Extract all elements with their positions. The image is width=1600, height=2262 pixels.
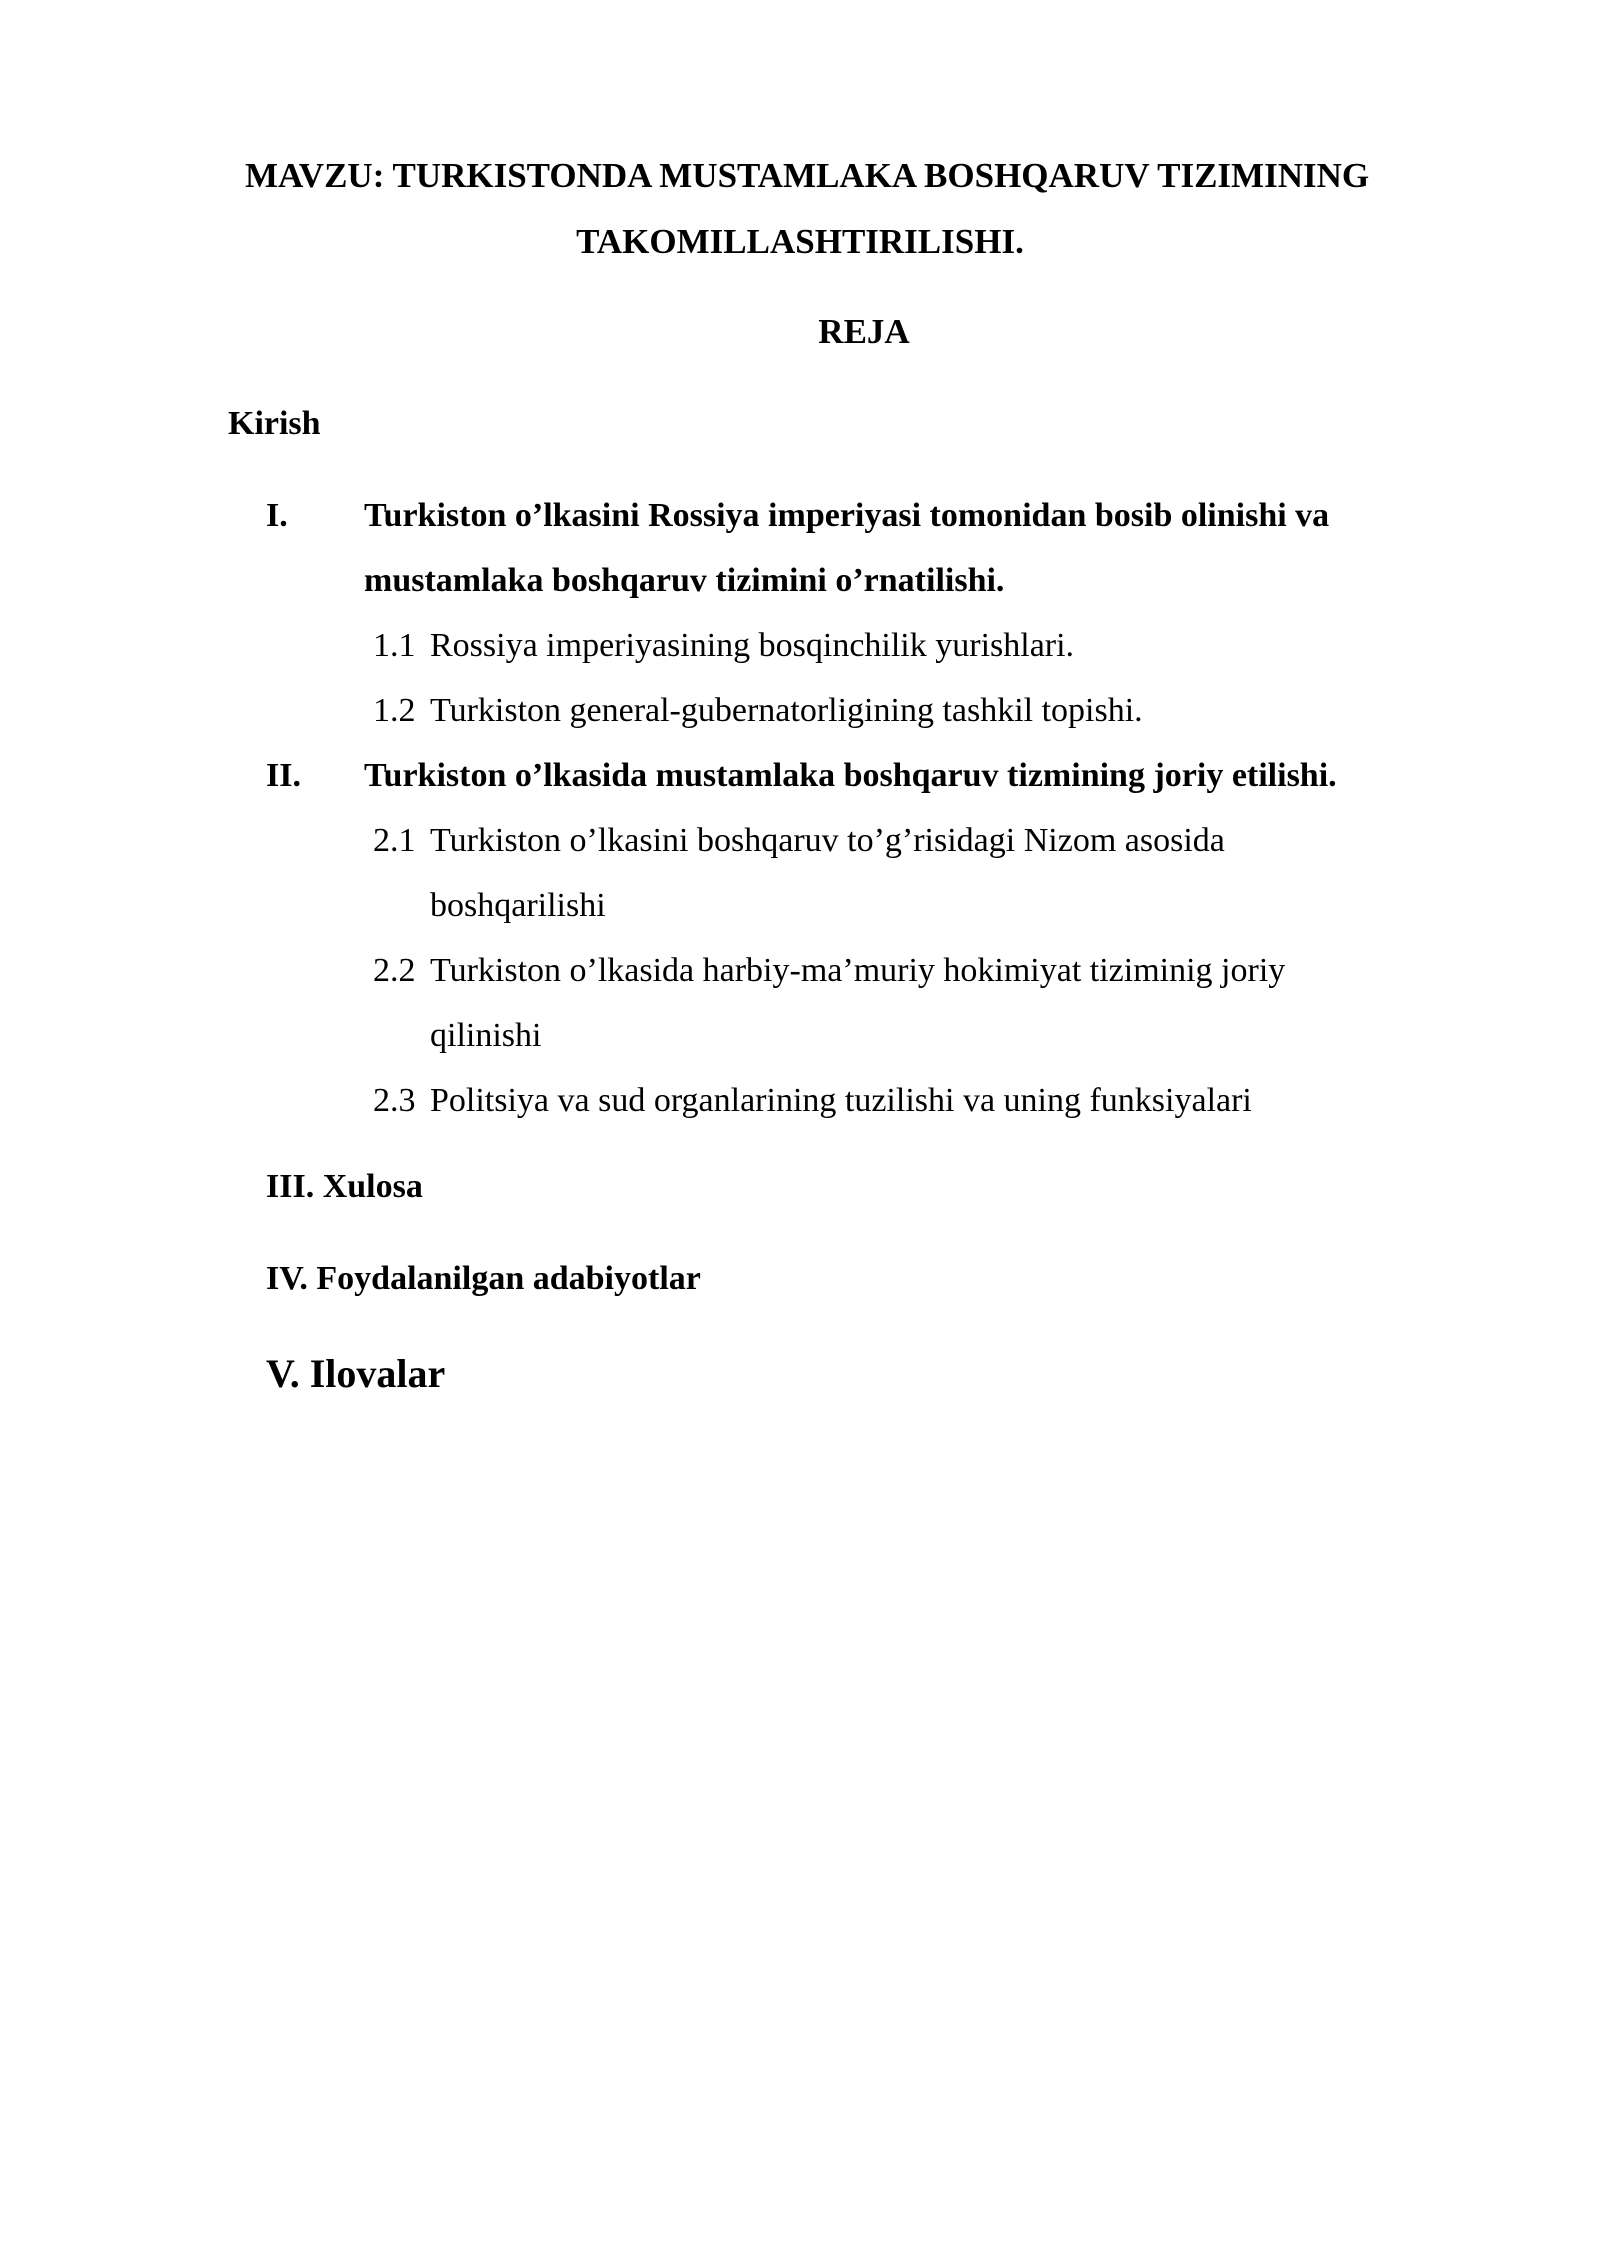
item-2-3-number: 2.3 [373, 1082, 416, 1119]
section-1-numeral: I. [266, 497, 288, 534]
item-2-1-text-line-1: Turkiston o’lkasini boshqaruv to’g’risidagi Nizom asosida [430, 822, 1225, 859]
item-1-1-number: 1.1 [373, 627, 416, 664]
appendices-heading: V. Ilovalar [266, 1351, 446, 1396]
item-2-2-number: 2.2 [373, 952, 416, 989]
section-1-title-line-2: mustamlaka boshqaruv tizimini o’rnatilishi. [364, 562, 1005, 599]
item-1-1-text: Rossiya imperiyasining bosqinchilik yurishlari. [430, 627, 1075, 664]
item-2-2-text-line-1: Turkiston o’lkasida harbiy-ma’muriy hokimiyat tiziminig joriy [430, 952, 1286, 989]
item-2-3-text: Politsiya va sud organlarining tuzilishi va uning funksiyalari [430, 1082, 1252, 1119]
item-2-1-number: 2.1 [373, 822, 416, 859]
item-1-2-number: 1.2 [373, 692, 416, 729]
item-2-2-text-line-2: qilinishi [430, 1017, 542, 1054]
section-1-title-line-1: Turkiston o’lkasini Rossiya imperiyasi tomonidan bosib olinishi va [364, 497, 1330, 534]
section-2-title: Turkiston o’lkasida mustamlaka boshqaruv tizmining joriy etilishi. [364, 757, 1337, 794]
item-2-1-text-line-2: boshqarilishi [430, 887, 606, 924]
conclusion-heading: III. Xulosa [266, 1168, 423, 1205]
references-heading: IV. Foydalanilgan adabiyotlar [266, 1260, 701, 1297]
document-title-line-2: TAKOMILLASHTIRILISHI. [576, 222, 1024, 261]
intro-heading: Kirish [228, 405, 321, 442]
document-title-line-1: MAVZU: TURKISTONDA MUSTAMLAKA BOSHQARUV TIZIMINING [245, 156, 1370, 195]
section-2-numeral: II. [266, 757, 301, 794]
plan-heading: REJA [818, 312, 910, 351]
item-1-2-text: Turkiston general-gubernatorligining tashkil topishi. [430, 692, 1143, 729]
